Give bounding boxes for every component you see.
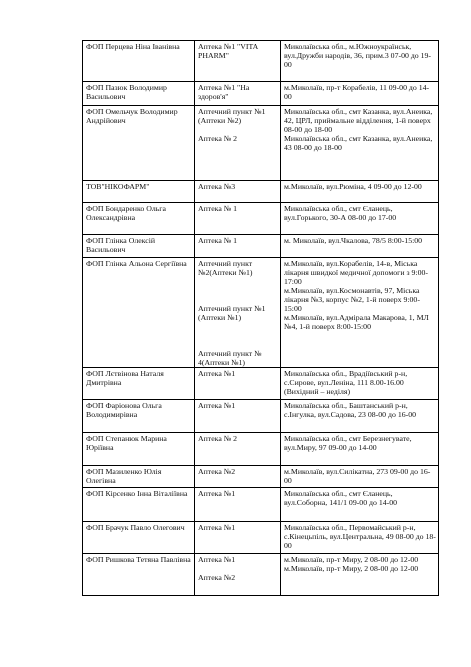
address-text: м.Миколаїв, вул.Силікатна, 273 09-00 до 16-00 [284,467,431,485]
address-cell [281,522,439,554]
table-row [83,400,439,433]
address-cell [281,258,439,368]
address-text: Миколаївська обл., смт Єланець, вул.Горького, 30-А 08-00 до 17-00 [284,204,397,222]
address-cell [281,554,439,596]
table-row [83,466,439,488]
table-row [83,82,439,106]
address-cell [281,82,439,106]
address-text: Миколаївська обл., Баштанський р-н, с.Інгулка, вул.Садова, 23 08-00 до 16-00 [284,401,417,419]
address-text: Миколаївська обл., смт Березнегувате, вул.Миру, 97 09-00 до 14-00 [284,434,412,452]
owner-cell: ФОП Лєтвінова Наталя Дмитрівна [83,368,195,400]
pharmacy-name: Аптечний пункт №2(Аптеки №1) [198,259,253,277]
table-row [83,258,439,368]
address-cell [281,235,439,258]
pharmacy-cell [195,106,281,181]
address-text: м.Миколаїв, вул.Корабелів, 14-в, Міська лікарня швидкої медичної допомоги з 9:00-17:00 [284,259,428,286]
pharmacy-name: Аптечний пункт №1 (Аптеки №2) [198,107,266,125]
address-cell [281,466,439,488]
pharmacy-name: Аптека №2 [198,573,236,582]
address-cell [281,433,439,466]
pharmacy-cell [195,466,281,488]
table-row [83,488,439,522]
pharmacy-name: Аптека №1 "На здоров'я" [198,83,250,101]
pharmacy-cell [195,522,281,554]
address-text: м.Миколаїв, вул.Рюміна, 4 09-00 до 12-00 [284,182,422,191]
address-text: м.Миколаїв, вул.Адмірала Макарова, 1, МЛ №4, 1-й поверх 8:00-15:00 [284,313,429,331]
address-text: м. Миколаїв, вул.Чкалова, 78/5 8:00-15:00 [284,236,423,245]
pharmacy-cell [195,235,281,258]
table-row [83,181,439,203]
pharmacy-cell [195,554,281,596]
pharmacy-name: Аптека №1 [198,401,236,410]
owner-cell: ФОП Мазиленко Юлія Олегівна [83,466,195,488]
owner-cell: ФОП Брачук Павло Олегович [83,522,195,554]
address-text: Миколаївська обл., смт Казанка, вул.Анеика, 42, ЦРЛ, приймальне відділення, 1-й поверх 08-00 до 18-00 [284,107,433,134]
owner-cell: ТОВ"НІКОФАРМ" [83,181,195,203]
address-cell [281,106,439,181]
table-row [83,433,439,466]
pharmacy-name: Аптека № 2 [198,434,238,443]
pharmacy-name: Аптечний пункт №1 (Аптеки №1) [198,304,266,322]
owner-cell: ФОП Степанюк Марина Юріївна [83,433,195,466]
pharmacy-cell [195,181,281,203]
address-text: м.Миколаїв, пр-т Миру, 2 08-00 до 12-00 [284,564,419,573]
pharmacy-cell [195,41,281,82]
address-text: м.Миколаїв, пр-т Миру, 2 08-00 до 12-00 [284,555,419,564]
address-text: Миколаївська обл., смт Казанка, вул.Анеика, 43 08-00 до 18-00 [284,134,433,152]
address-text: м.Миколаїв, пр-т Корабелів, 11 09-00 до 14-00 [284,83,430,101]
table-row [83,41,439,82]
table-row [83,554,439,596]
owner-cell: ФОП Глінка Олексій Васильович [83,235,195,258]
pharmacy-cell [195,203,281,235]
owner-cell: ФОП Пазюк Володимир Васильович [83,82,195,106]
address-text: Миколаївська обл., Врадіївський р-н, с.Сирове, вул.Леніна, 111 8.00-16.00 (Вихідний – неділя) [284,369,408,396]
pharmacy-cell [195,368,281,400]
pharmacy-name: Аптека №1 [198,489,236,498]
table-row [83,522,439,554]
table-row [83,235,439,258]
address-cell [281,400,439,433]
pharmacy-name: Аптека №1 [198,369,236,378]
pharmacy-name: Аптека № 1 [198,204,238,213]
table-row [83,203,439,235]
address-text: м.Миколаїв, вул.Космонавтів, 97, Міська лікарня №3, корпус №2, 1-й поверх 9:00-15:00 [284,286,420,313]
owner-cell: ФОП Кірсенко Інна Віталіївна [83,488,195,522]
pharmacy-name: Аптека №1 "VITA PHARM" [198,42,258,60]
owner-cell: ФОП Фаріонова Ольга Володимирівна [83,400,195,433]
pharmacy-cell [195,258,281,368]
address-text: Миколаївська обл., Первомайський р-н, с.Кінецьпіль, вул.Центральна, 49 08-00 до 18-00 [284,523,436,550]
pharmacy-cell [195,400,281,433]
pharmacy-name: Аптека №1 [198,555,236,564]
address-cell [281,368,439,400]
owner-cell: ФОП Омельчук Володимир Андрійович [83,106,195,181]
pharmacy-cell [195,488,281,522]
pharmacy-name: Аптека №1 [198,523,236,532]
owner-cell: ФОП Глінка Альона Сергіївна [83,258,195,368]
owner-cell: ФОП Бондаренко Ольга Олександрівна [83,203,195,235]
address-text: Миколаївська обл., смт Єланець, вул.Соборна, 141/1 09-00 до 14-00 [284,489,398,507]
address-cell [281,488,439,522]
pharmacy-table [82,40,439,596]
pharmacy-name: Аптека № 2 [198,134,238,143]
owner-cell: ФОП Ришкова Тетяна Павлівна [83,554,195,596]
pharmacy-name: Аптечний пункт № 4(Аптеки №1) [198,349,262,367]
pharmacy-cell [195,82,281,106]
pharmacy-name: Аптека №3 [198,182,236,191]
pharmacy-cell [195,433,281,466]
pharmacy-name: Аптека №2 [198,467,236,476]
address-text: Миколаївська обл., м.Южноукраїнськ, вул.Дружби народів, 36, прим.3 07-00 до 19-00 [284,42,432,69]
owner-cell: ФОП Перцева Ніна Іванівна [83,41,195,82]
address-cell [281,203,439,235]
address-cell [281,41,439,82]
address-cell [281,181,439,203]
table-row [83,368,439,400]
table-row [83,106,439,181]
pharmacy-name: Аптека № 1 [198,236,238,245]
